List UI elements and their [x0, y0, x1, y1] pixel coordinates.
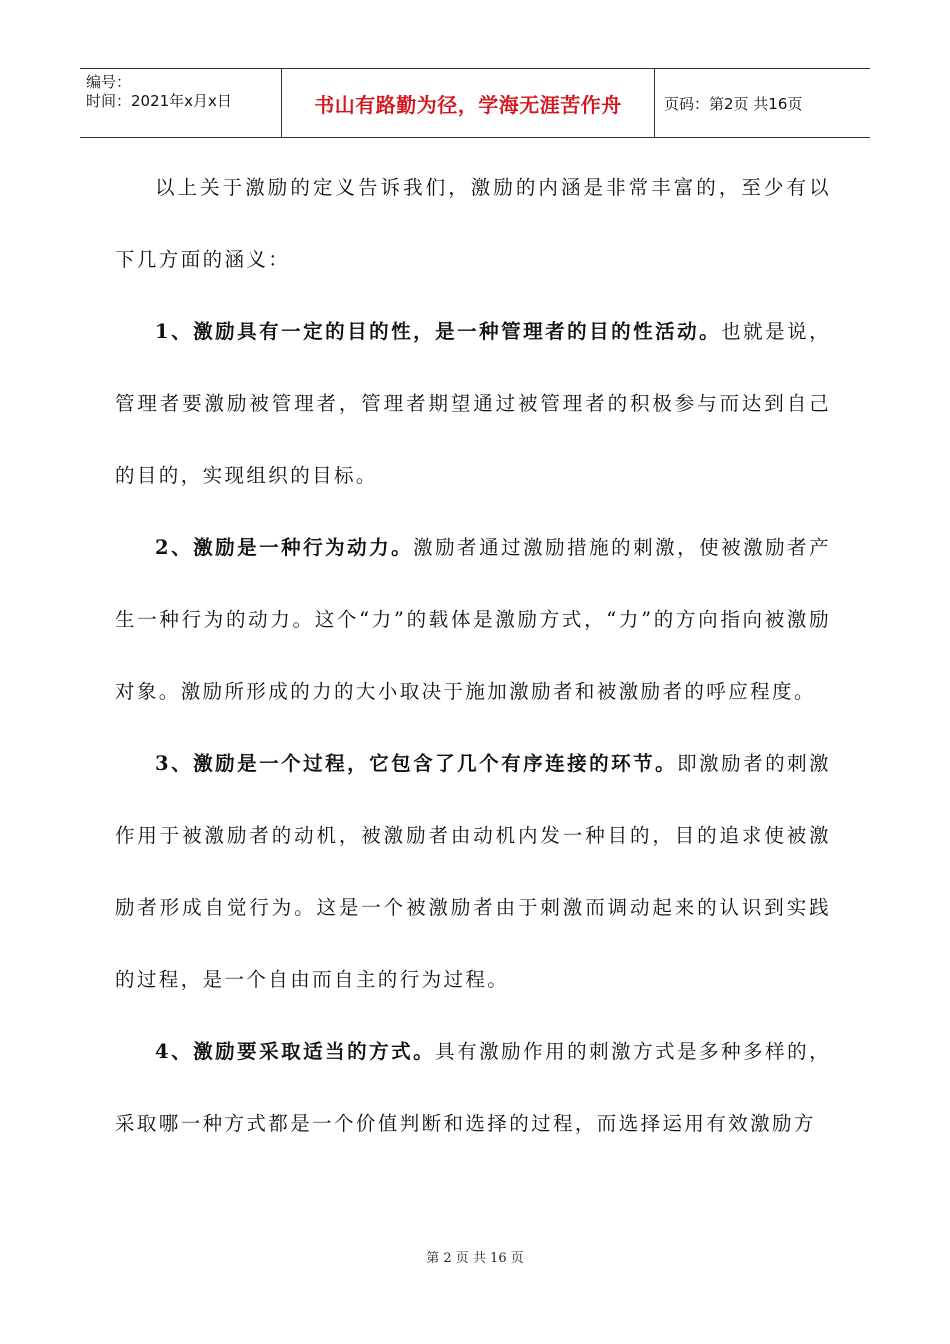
point-1-text: 也就是说，管理者要激励被管理者，管理者期望通过被管理者的积极参与而达到自己的目的，实现组织的目标。: [115, 320, 831, 487]
header-page-number: 页码：第2页 共16页: [664, 94, 803, 113]
document-body: [115, 152, 831, 1160]
point-4-heading: 4、激励要采取适当的方式。: [155, 1040, 436, 1063]
point-4-text: 具有激励作用的刺激方式是多种多样的，采取哪一种方式都是一个价值判断和选择的过程，而选择运用有效激励方: [115, 1040, 831, 1135]
page-footer: 第 2 页 共 16 页: [426, 1251, 524, 1266]
paragraph-point-3: [115, 728, 831, 1016]
point-1-heading: 1、激励具有一定的目的性，是一种管理者的目的性活动。: [155, 320, 722, 343]
point-3-text: 即激励者的刺激作用于被激励者的动机，被激励者由动机内发一种目的，目的追求使被激励者形成自觉行为。这是一个被激励者由于刺激而调动起来的认识到实践的过程，是一个自由而自主的行为过程。: [115, 752, 831, 991]
paragraph-intro-text: 以上关于激励的定义告诉我们，激励的内涵是非常丰富的，至少有以下几方面的涵义：: [115, 176, 831, 271]
paragraph-intro: [115, 152, 831, 296]
paragraph-point-1: [115, 296, 831, 512]
header-meta: [80, 69, 281, 137]
paragraph-point-4: [115, 1016, 831, 1160]
page-header: [80, 68, 870, 138]
point-3-heading: 3、激励是一个过程，它包含了几个有序连接的环节。: [155, 752, 678, 775]
paragraph-point-2: [115, 512, 831, 728]
point-2-text: 激励者通过激励措施的刺激，使被激励者产生一种行为的动力。这个“力”的载体是激励方式，“力”的方向指向被激励对象。激励所形成的力的大小取决于施加激励者和被激励者的呼应程度。: [115, 536, 831, 703]
point-2-heading: 2、激励是一种行为动力。: [155, 536, 414, 559]
header-motto: 书山有路勤为径，学海无涯苦作舟: [281, 69, 655, 137]
document-date-label: 时间：2021年x月x日: [86, 92, 232, 110]
document-number-label: 编号：: [86, 73, 132, 91]
